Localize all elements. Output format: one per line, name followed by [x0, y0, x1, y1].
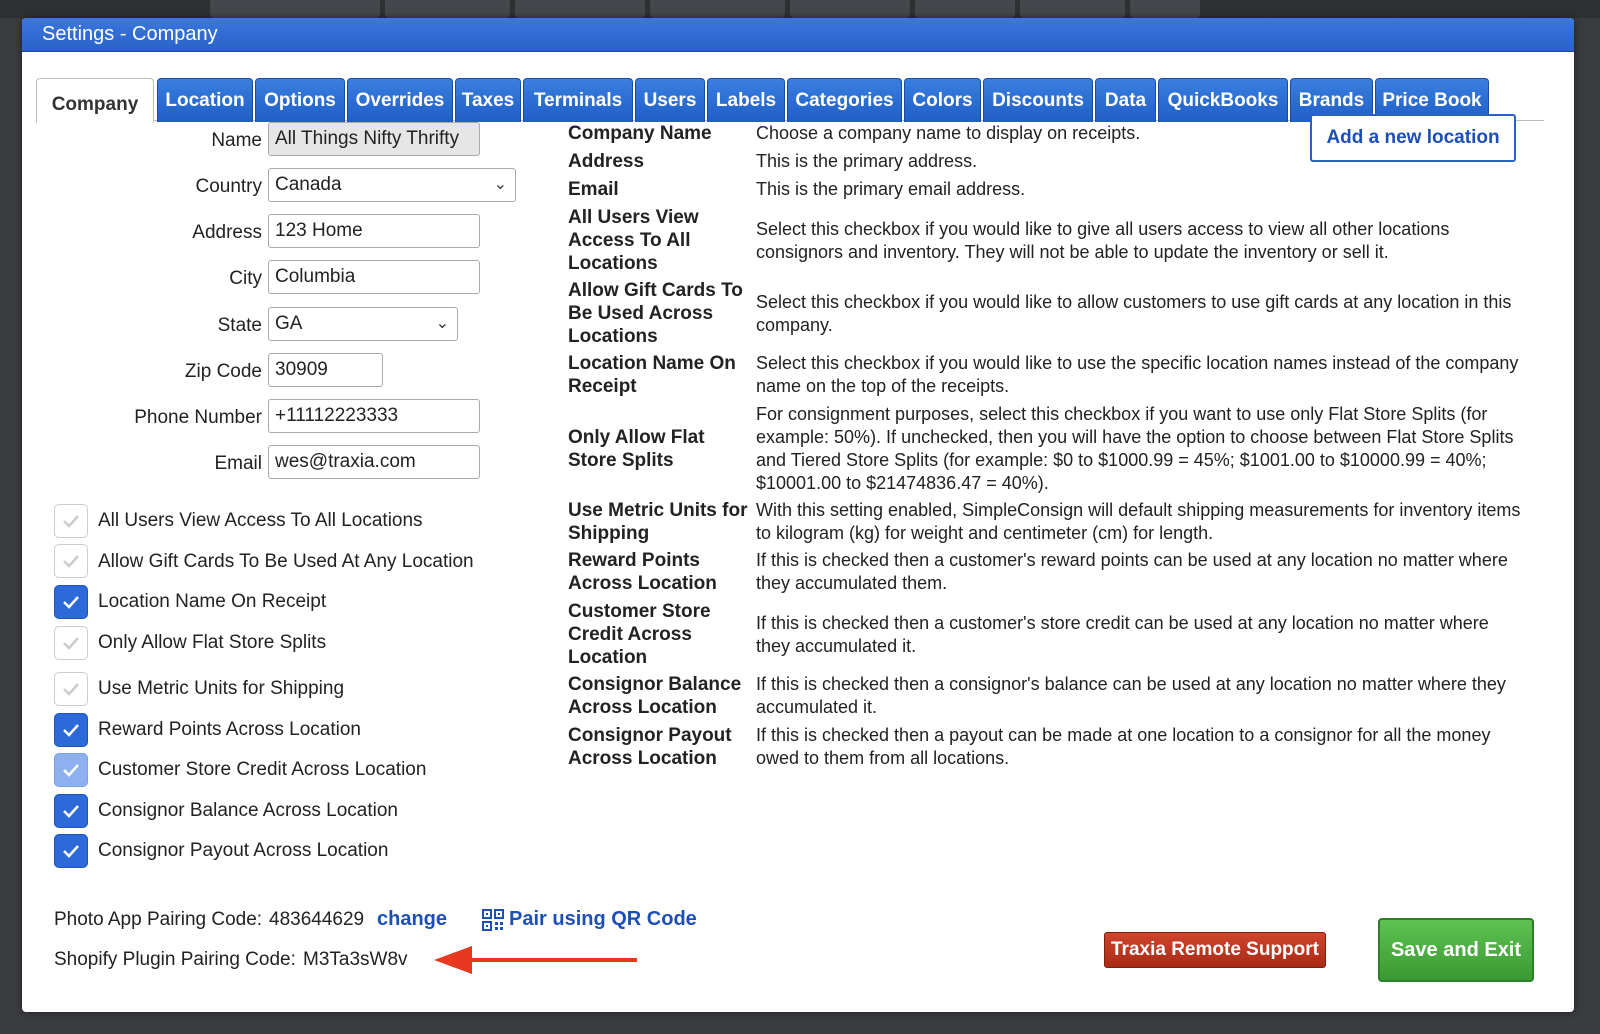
tab-quickbooks[interactable]: QuickBooks — [1158, 78, 1288, 122]
country-select[interactable] — [268, 168, 516, 202]
check-icon — [62, 681, 80, 697]
zip-label: Zip Code — [184, 361, 262, 382]
background-tab — [915, 0, 1015, 18]
photo-pairing-label: Photo App Pairing Code: — [54, 909, 263, 930]
tab-users[interactable]: Users — [635, 78, 705, 122]
country-label: Country — [195, 176, 262, 197]
background-tab — [1130, 0, 1200, 18]
checkbox-label: Use Metric Units for Shipping — [98, 678, 345, 699]
country-value: Canada — [275, 174, 342, 195]
help-desc: Choose a company name to display on receipts. — [756, 123, 1141, 143]
help-term: Location Name On Receipt — [568, 353, 736, 397]
company-name-field[interactable]: All Things Nifty Thrifty — [268, 122, 480, 156]
city-label: City — [229, 268, 262, 289]
qr-code-icon[interactable] — [482, 909, 504, 931]
photo-pairing-code: 483644629 — [269, 909, 365, 930]
help-term: Use Metric Units for Shipping — [568, 500, 748, 544]
chevron-down-icon: ⌄ — [493, 176, 507, 193]
tab-company[interactable]: Company — [36, 78, 154, 123]
name-label: Name — [211, 130, 262, 151]
help-term: Consignor Balance Across Location — [568, 674, 742, 718]
dialog-title: Settings - Company — [22, 18, 1574, 52]
background-window-strip — [0, 0, 1600, 18]
help-desc: If this is checked then a customer's store credit can be used at any location no matter where they accumulated it. — [756, 613, 1489, 656]
tab-colors[interactable]: Colors — [904, 78, 981, 122]
save-exit-button[interactable]: Save and Exit — [1378, 918, 1534, 982]
help-term: Allow Gift Cards To Be Used Across Locations — [568, 280, 743, 347]
state-value: GA — [275, 313, 303, 334]
background-tab — [650, 0, 785, 18]
remote-support-button[interactable]: Traxia Remote Support — [1104, 932, 1326, 968]
help-term: Only Allow Flat Store Splits — [568, 427, 705, 471]
checkbox-metric-units[interactable] — [54, 672, 88, 706]
check-icon — [62, 762, 80, 778]
settings-dialog — [22, 18, 1574, 1012]
help-desc: If this is checked then a payout can be made at one location to a consignor for all the money owed to them from all locations. — [756, 725, 1491, 768]
phone-field[interactable]: +11112223333 — [268, 399, 480, 433]
add-location-button[interactable]: Add a new location — [1310, 114, 1516, 162]
checkbox-store-credit[interactable] — [54, 753, 88, 787]
change-link[interactable]: change — [377, 908, 448, 930]
tab-data[interactable]: Data — [1095, 78, 1156, 122]
background-tab — [1020, 0, 1125, 18]
tab-options[interactable]: Options — [255, 78, 345, 122]
check-icon — [62, 594, 80, 610]
check-icon — [62, 635, 80, 651]
help-term: Address — [568, 151, 645, 172]
tab-terminals[interactable]: Terminals — [523, 78, 633, 122]
check-icon — [62, 843, 80, 859]
tab-categories[interactable]: Categories — [787, 78, 902, 122]
help-desc: Select this checkbox if you would like to give all users access to view all other locations consignors and inventory. They will not be able to update the inventory or sell it. — [756, 219, 1450, 262]
check-icon — [62, 553, 80, 569]
check-icon — [62, 722, 80, 738]
checkbox-label: Consignor Payout Across Location — [98, 840, 389, 861]
shopify-pairing-label: Shopify Plugin Pairing Code: — [54, 949, 296, 970]
checkbox-label: Consignor Balance Across Location — [98, 800, 398, 821]
tab-bar — [36, 60, 1544, 121]
checkbox-label: All Users View Access To All Locations — [98, 510, 423, 531]
help-desc: If this is checked then a consignor's balance can be used at any location no matter where they accumulated it. — [756, 674, 1506, 717]
check-icon — [62, 513, 80, 529]
background-tab — [515, 0, 645, 18]
email-field[interactable]: wes@traxia.com — [268, 445, 480, 479]
address-label: Address — [192, 222, 262, 243]
tab-brands[interactable]: Brands — [1290, 78, 1373, 122]
checkbox-consignor-payout[interactable] — [54, 834, 88, 868]
annotation-arrow-icon — [432, 942, 642, 978]
email-label: Email — [214, 453, 262, 474]
help-term: Customer Store Credit Across Location — [568, 601, 711, 668]
help-term: Reward Points Across Location — [568, 550, 717, 594]
help-term: Company Name — [568, 123, 712, 144]
checkbox-consignor-balance[interactable] — [54, 794, 88, 828]
tab-location[interactable]: Location — [157, 78, 253, 122]
zip-field[interactable]: 30909 — [268, 353, 383, 387]
help-desc: If this is checked then a customer's reward points can be used at any location no matter where they accumulated them. — [756, 550, 1508, 593]
help-term: Email — [568, 179, 619, 200]
help-term: Consignor Payout Across Location — [568, 725, 732, 769]
phone-label: Phone Number — [134, 407, 262, 428]
shopify-pairing-code: M3Ta3sW8v — [303, 949, 408, 970]
help-desc: Select this checkbox if you would like to use the specific location names instead of the company name on the top of the receipts. — [756, 353, 1519, 396]
address-field[interactable]: 123 Home — [268, 214, 480, 248]
help-desc: Select this checkbox if you would like to allow customers to use gift cards at any location in this company. — [756, 292, 1512, 335]
checkbox-label: Reward Points Across Location — [98, 719, 361, 740]
checkbox-label: Only Allow Flat Store Splits — [98, 632, 327, 653]
checkbox-reward-points[interactable] — [54, 713, 88, 747]
checkbox-gift-cards[interactable] — [54, 544, 88, 578]
help-desc: With this setting enabled, SimpleConsign will default shipping measurements for inventory items to kilogram (kg) for weight and centimeter (cm) for length. — [756, 500, 1521, 543]
checkbox-flat-store-splits[interactable] — [54, 626, 88, 660]
checkbox-label: Customer Store Credit Across Location — [98, 759, 427, 780]
state-label: State — [217, 315, 262, 336]
tab-price-book[interactable]: Price Book — [1375, 78, 1489, 122]
help-desc: This is the primary address. — [756, 151, 978, 171]
help-desc: This is the primary email address. — [756, 179, 1026, 199]
background-tab — [790, 0, 910, 18]
state-select[interactable] — [268, 307, 458, 341]
tab-labels[interactable]: Labels — [707, 78, 785, 122]
checkbox-all-users-view[interactable] — [54, 504, 88, 538]
tab-taxes[interactable]: Taxes — [455, 78, 521, 122]
help-term: All Users View Access To All Locations — [568, 207, 699, 274]
pair-qr-link[interactable]: Pair using QR Code — [509, 908, 697, 930]
checkbox-label: Location Name On Receipt — [98, 591, 327, 612]
chevron-down-icon: ⌄ — [435, 315, 449, 332]
check-icon — [62, 803, 80, 819]
background-tab — [210, 0, 380, 18]
tab-discounts[interactable]: Discounts — [983, 78, 1093, 122]
checkbox-location-name-receipt[interactable] — [54, 585, 88, 619]
background-tab — [385, 0, 510, 18]
help-desc: For consignment purposes, select this checkbox if you want to use only Flat Store Splits (for example: 50%). If unchecked, then you will have the option to choose between Flat Store Splits and Tiered Store Splits (for example: $0 to $1000.99 = 45%; $1001.00 to $10000.99 = 40%; $10001.00 to $21474836.47 = 40%). — [756, 404, 1514, 493]
city-field[interactable]: Columbia — [268, 260, 480, 294]
tab-overrides[interactable]: Overrides — [347, 78, 453, 122]
checkbox-label: Allow Gift Cards To Be Used At Any Location — [98, 551, 474, 572]
